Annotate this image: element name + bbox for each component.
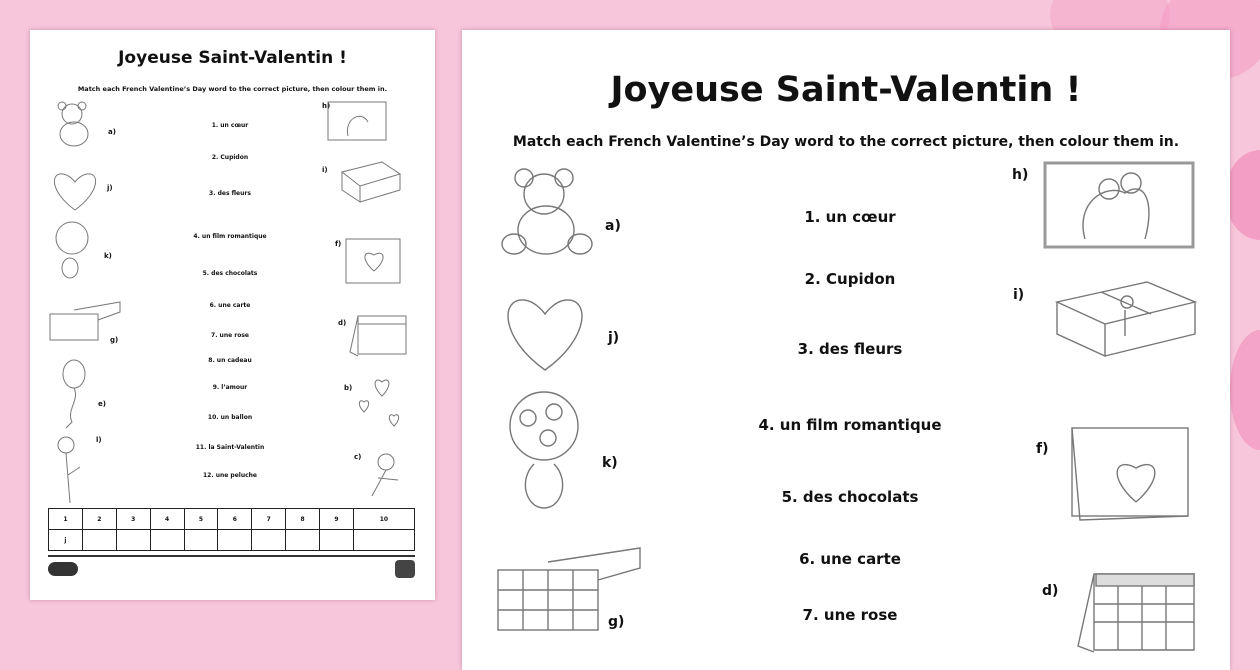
film-screen-image <box>328 102 388 144</box>
table-answer-cell[interactable] <box>184 530 218 551</box>
picture-letter: g) <box>110 336 119 344</box>
table-number-cell: 9 <box>320 509 354 530</box>
table-answer-cell[interactable]: j <box>49 530 83 551</box>
word-item: 7. une rose <box>802 606 898 624</box>
balloon-image <box>60 360 90 430</box>
word-item: 12. une peluche <box>202 472 257 479</box>
flowers-image <box>498 390 590 510</box>
gift-image <box>340 160 402 204</box>
calendar-image <box>1078 570 1198 650</box>
footer-divider <box>48 555 415 557</box>
word-item: 2. Cupidon <box>211 154 249 161</box>
table-number-cell: 1 <box>49 509 83 530</box>
table-answer-cell[interactable] <box>353 530 414 551</box>
word-item: 4. un film romantique <box>758 416 942 434</box>
word-item: 6. une carte <box>799 550 901 568</box>
table-answer-cell[interactable] <box>82 530 116 551</box>
answer-table[interactable] <box>48 508 415 551</box>
table-answer-cell[interactable] <box>116 530 150 551</box>
table-number-cell: 3 <box>116 509 150 530</box>
word-item: 7. une rose <box>211 332 249 339</box>
picture-letter: a) <box>108 128 116 136</box>
cupid-image <box>358 450 408 500</box>
word-item: 6. une carte <box>209 302 251 309</box>
thumbnail-instruction: Match each French Valentine’s Day word to the correct picture, then colour them in. <box>77 85 388 93</box>
word-item: 3. des fleurs <box>209 190 251 197</box>
calendar-image <box>350 312 410 360</box>
picture-letter: b) <box>344 384 353 392</box>
picture-letter: j) <box>107 184 113 192</box>
picture-letter: f) <box>335 240 342 248</box>
picture-letter: g) <box>608 614 625 630</box>
card-image <box>346 235 404 287</box>
hearts-image <box>352 376 412 436</box>
picture-letter: f) <box>1036 441 1049 457</box>
word-item: 4. un film romantique <box>193 233 267 240</box>
table-number-cell: 4 <box>150 509 184 530</box>
picture-letter: e) <box>98 400 106 408</box>
table-answer-cell[interactable] <box>286 530 320 551</box>
worksheet-thumbnail[interactable] <box>30 30 435 600</box>
gift-image <box>1055 280 1197 358</box>
table-answer-cell[interactable] <box>252 530 286 551</box>
picture-letter: j) <box>608 330 620 346</box>
picture-letter: c) <box>354 453 362 461</box>
word-item: 10. un ballon <box>207 414 253 421</box>
picture-letter: k) <box>104 252 112 260</box>
table-number-cell: 5 <box>184 509 218 530</box>
table-answer-cell[interactable] <box>320 530 354 551</box>
word-item: 5. des chocolats <box>202 270 258 277</box>
chocolates-image <box>498 540 642 640</box>
picture-letter: k) <box>602 455 618 471</box>
word-item: 1. un cœur <box>804 208 896 226</box>
picture-letter: h) <box>322 102 331 110</box>
table-number-cell: 10 <box>353 509 414 530</box>
word-item: 1. un cœur <box>211 122 249 129</box>
word-item: 2. Cupidon <box>804 270 896 288</box>
table-answer-cell[interactable] <box>218 530 252 551</box>
worksheet-page <box>462 30 1230 670</box>
card-image <box>1068 428 1192 522</box>
page-title: Joyeuse Saint-Valentin ! <box>610 70 1082 110</box>
picture-letter: h) <box>1012 167 1029 183</box>
table-number-cell: 8 <box>286 509 320 530</box>
table-number-cell: 6 <box>218 509 252 530</box>
picture-letter: i) <box>322 166 328 174</box>
table-number-cell: 7 <box>252 509 286 530</box>
picture-letter: l) <box>96 436 102 444</box>
page-instruction: Match each French Valentine’s Day word to the correct picture, then colour them in. <box>512 134 1180 150</box>
table-number-cell: 2 <box>82 509 116 530</box>
heart-image <box>500 298 590 372</box>
thumbnail-title: Joyeuse Saint-Valentin ! <box>118 48 347 68</box>
background-heart <box>1225 150 1260 240</box>
table-answer-cell[interactable] <box>150 530 184 551</box>
teddy-bear-image <box>50 102 100 152</box>
word-item: 8. un cadeau <box>208 357 252 364</box>
picture-letter: d) <box>338 319 347 327</box>
picture-letter: d) <box>1042 583 1059 599</box>
word-item: 5. des chocolats <box>781 488 919 506</box>
footer-badge-logo <box>395 560 415 578</box>
teddy-bear-image <box>500 168 592 258</box>
rose-image <box>50 435 90 505</box>
film-screen-image <box>1045 163 1195 251</box>
heart-image <box>50 172 100 212</box>
word-item: 9. l’amour <box>212 384 248 391</box>
flowers-image <box>48 220 98 282</box>
twinkl-logo <box>48 562 78 576</box>
word-item: 3. des fleurs <box>797 340 903 358</box>
chocolates-image <box>50 300 120 345</box>
picture-letter: i) <box>1013 287 1025 303</box>
word-item: 11. la Saint-Valentin <box>195 444 265 451</box>
picture-letter: a) <box>605 218 621 234</box>
